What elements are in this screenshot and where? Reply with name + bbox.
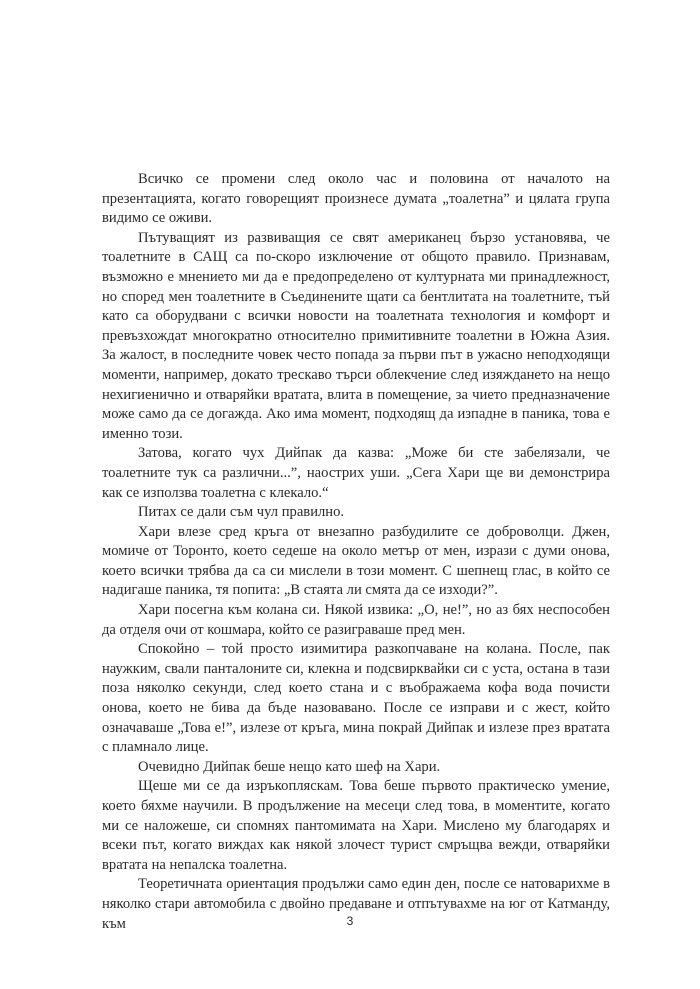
paragraph: Всичко се промени след около час и половина от началото на презентацията, когато говорещият произнесе думата „тоалетна” и цялата група видимо се оживи. — [102, 171, 610, 227]
page-number: 3 — [346, 914, 354, 928]
paragraph: Затова, когато чух Дийпак да казва: „Може би сте забелязали, че тоалетните тук са различни...”, наострих уши. „Сега Хари ще ви демонстрира как се използва тоалетна с клекало.“ — [102, 445, 610, 501]
paragraph: Спокойно – той просто изимитира разкопчаване на колана. После, пак наужким, свали панталоните си, клекна и подсвирквайки си с уста, остана в тази поза няколко секунди, след което стана и с въображаема кофа вода почисти онова, което не бива да бъде назовавано. После се изправи и с жест, който означаваше „Това е!”, излезе от кръга, мина покрай Дийпак и излезе през вратата с пламнало лице. — [102, 641, 610, 756]
paragraph: Щеше ми се да изръкопляскам. Това беше първото практическо умение, което бяхме научили. В продължение на месеци след това, в моментите, когато ми се наложеше, си спомнях пантомимата на Хари. Мислено му благодарях и всеки път, когато виждах как някой злочест турист смръщва вежди, отваряйки вратата на непалска тоалетна. — [102, 778, 610, 873]
body-text — [102, 170, 610, 934]
paragraph: Хари посегна към колана си. Някой извика: „О, не!”, но аз бях неспособен да отделя очи от кошмара, който се разиграваше пред мен. — [102, 602, 610, 638]
paragraph: Очевидно Дийпак беше нещо като шеф на Хари. — [138, 758, 441, 775]
paragraph: Пътуващият из развиващия се свят американец бързо установява, че тоалетните в САЩ са по-скоро изключение от общото правило. Признавам, възможно е мнението ми да е предопределено от културната ми принадлежност, но според мен тоалетните в Съединените щати са бентлитата на тоалетните, тъй като са оборудвани с всички новости на тоалетната технология и комфорт и превъзхождат многократно относително примитивните тоалетни в Южна Азия. За жалост, в последните човек често попада за първи път в ужасно неподходящи моменти, например, докато трескаво търси облекчение след изяждането на нещо нехигиенично и отваряйки вратата, влита в помещение, за чието предназначение може само да се догажда. Ако има момент, подходящ да изпадне в паника, това е именно този. — [102, 229, 610, 442]
paragraph: Теоретичната ориентация продължи само един ден, после се натоварихме в няколко стари автомобила с двойно предаване и отпътувахме на юг от Катманду, към — [102, 876, 610, 932]
paragraph: Хари влезе сред кръга от внезапно разбудилите се доброволци. Джен, момиче от Торонто, което седеше на около метър от мен, изрази с думи онова, което всички трябва да са си мислели в този момент. С шепнещ глас, в който се надигаше паника, тя попита: „В стаята ли смята да се изходи?”. — [102, 523, 610, 599]
paragraph: Питах се дали съм чул правилно. — [138, 504, 345, 521]
